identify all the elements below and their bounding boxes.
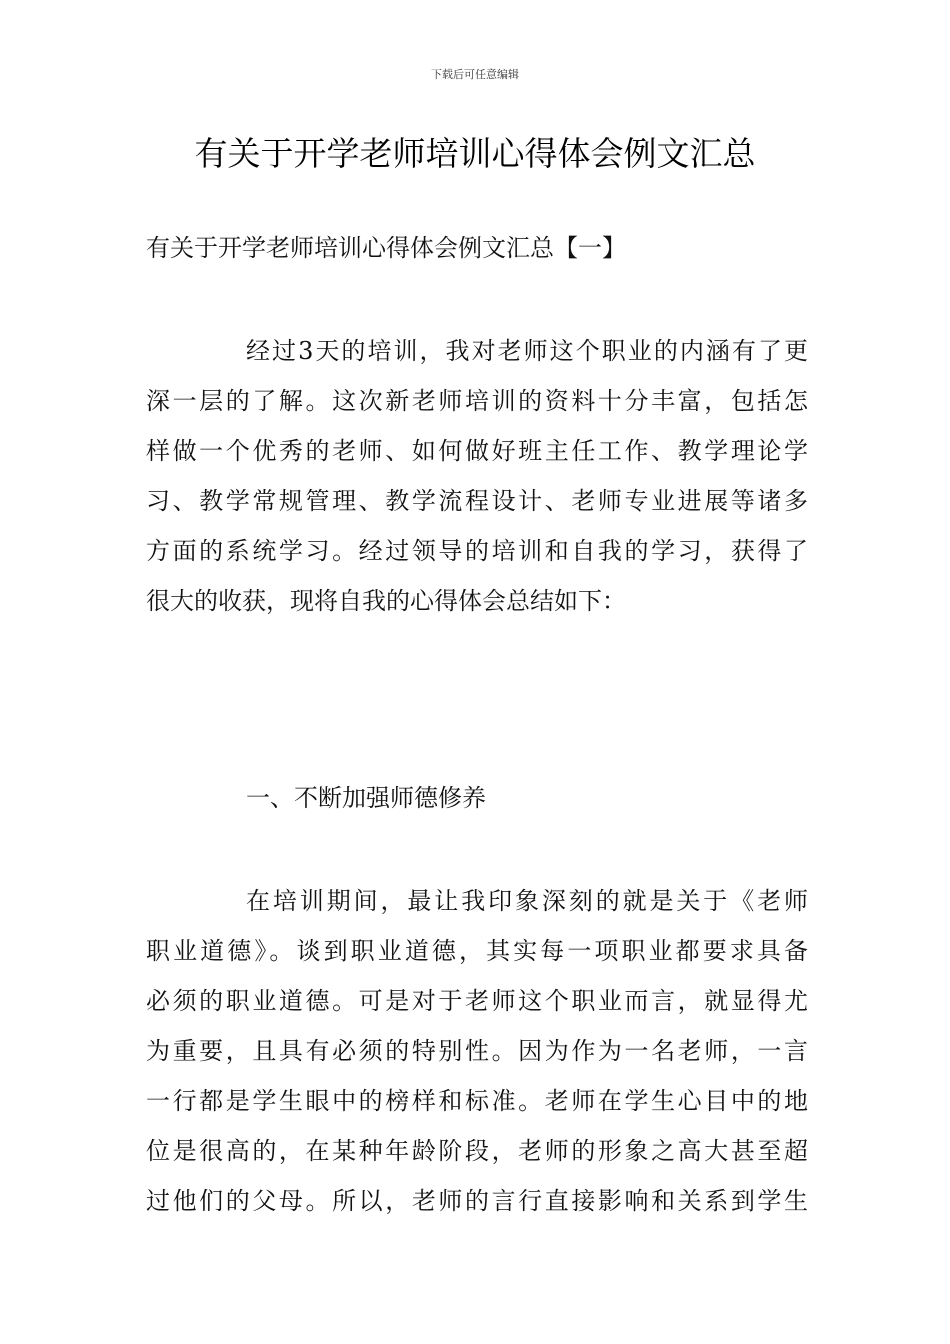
paragraph-intro — [146, 326, 808, 626]
paragraph-line: 必须的职业道德。可是对于老师这个职业而言，就显得尤 — [146, 987, 808, 1015]
paragraph-line: 样做一个优秀的老师、如何做好班主任工作、教学理论学 — [146, 437, 808, 465]
paragraph-line: 习、教学常规管理、教学流程设计、老师专业进展等诸多 — [146, 487, 808, 515]
paragraph-line: 职业道德》。谈到职业道德，其实每一项职业都要求具备 — [146, 937, 808, 965]
paragraph-line: 方面的系统学习。经过领导的培训和自我的学习，获得了 — [146, 537, 808, 565]
paragraph-ethics — [146, 876, 808, 1226]
paragraph-line: 在培训期间，最让我印象深刻的就是关于《老师 — [246, 887, 808, 915]
paragraph-line: 很大的收获，现将自我的心得体会总结如下： — [146, 587, 626, 615]
header-note: 下载后可任意编辑 — [431, 68, 519, 81]
paragraph-line: 为重要，且具有必须的特别性。因为作为一名老师，一言 — [146, 1037, 808, 1065]
paragraph-line: 深一层的了解。这次新老师培训的资料十分丰富，包括怎 — [146, 387, 808, 415]
section-title: 有关于开学老师培训心得体会例文汇总【一】 — [146, 234, 626, 262]
heading-section-one: 一、不断加强师德修养 — [246, 784, 486, 812]
paragraph-line: 位是很高的，在某种年龄阶段，老师的形象之高大甚至超 — [146, 1137, 808, 1165]
paragraph-line: 经过3天的培训，我对老师这个职业的内涵有了更 — [246, 337, 808, 365]
document-title: 有关于开学老师培训心得体会例文汇总 — [194, 134, 756, 173]
paragraph-line: 一行都是学生眼中的榜样和标准。老师在学生心目中的地 — [146, 1087, 808, 1115]
paragraph-line: 过他们的父母。所以，老师的言行直接影响和关系到学生 — [146, 1187, 808, 1215]
